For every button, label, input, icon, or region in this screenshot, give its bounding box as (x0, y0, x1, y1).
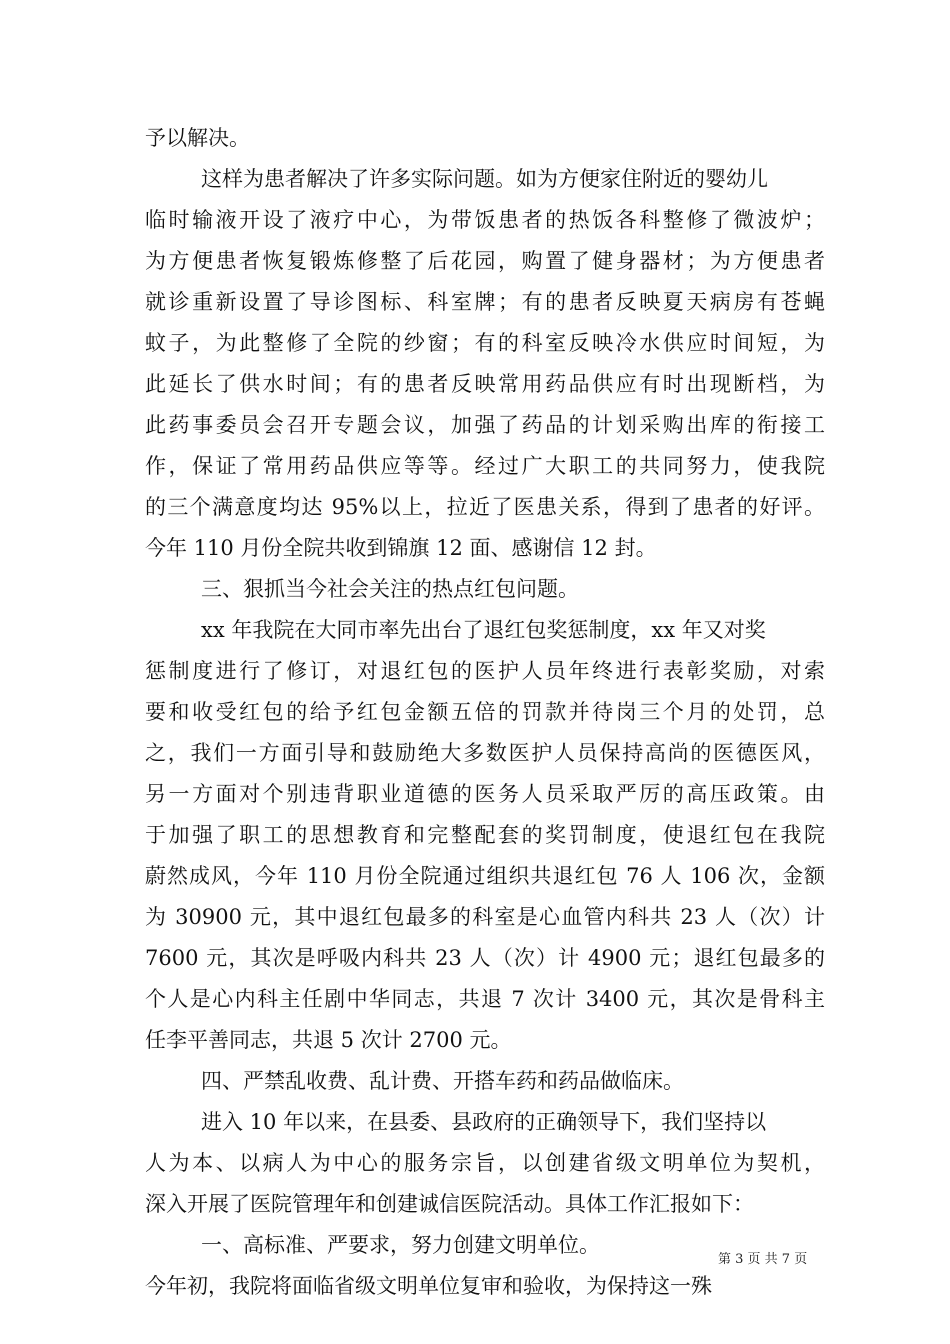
text-line: 此延长了供水时间；有的患者反映常用药品供应有时出现断档，为 (145, 372, 825, 396)
text-line: xx 年我院在大同市率先出台了退红包奖惩制度，xx 年又对奖 (201, 618, 766, 642)
text-line: 为 30900 元，其中退红包最多的科室是心血管内科共 23 人（次）计 (145, 905, 825, 929)
text-line: 要和收受红包的给予红包金额五倍的罚款并待岗三个月的处罚，总 (145, 700, 825, 724)
text-line: 的三个满意度均达 95%以上，拉近了医患关系，得到了患者的好评。 (145, 495, 825, 519)
text-line: 之，我们一方面引导和鼓励绝大多数医护人员保持高尚的医德医风， (145, 741, 825, 765)
text-line: 予以解决。 (145, 126, 250, 150)
text-line: 就诊重新设置了导诊图标、科室牌；有的患者反映夏天病房有苍蝇 (145, 290, 825, 314)
text-line: 个人是心内科主任剧中华同志，共退 7 次计 3400 元，其次是骨科主 (145, 987, 825, 1011)
text-line: 今年 110 月份全院共收到锦旗 12 面、感谢信 12 封。 (145, 536, 657, 560)
text-line: 人为本、以病人为中心的服务宗旨，以创建省级文明单位为契机， (145, 1151, 825, 1175)
text-line: 为方便患者恢复锻炼修整了后花园，购置了健身器材；为方便患者 (145, 249, 825, 273)
text-line: 此药事委员会召开专题会议，加强了药品的计划采购出库的衔接工 (145, 413, 825, 437)
text-line: 蚊子，为此整修了全院的纱窗；有的科室反映冷水供应时间短，为 (145, 331, 825, 355)
document-body (145, 118, 825, 1307)
section-heading: 一、高标准、严要求，努力创建文明单位。 (201, 1233, 600, 1257)
section-heading: 三、狠抓当今社会关注的热点红包问题。 (201, 577, 579, 601)
text-line: 蔚然成风，今年 110 月份全院通过组织共退红包 76 人 106 次，金额 (145, 864, 825, 888)
text-line: 深入开展了医院管理年和创建诚信医院活动。具体工作汇报如下： (145, 1192, 754, 1216)
text-line: 于加强了职工的思想教育和完整配套的奖罚制度，使退红包在我院 (145, 823, 825, 847)
text-line: 临时输液开设了液疗中心，为带饭患者的热饭各科整修了微波炉； (145, 208, 825, 232)
text-line: 7600 元，其次是呼吸内科共 23 人（次）计 4900 元；退红包最多的 (145, 946, 825, 970)
section-heading: 四、严禁乱收费、乱计费、开搭车药和药品做临床。 (201, 1069, 684, 1093)
text-line: 任李平善同志，共退 5 次计 2700 元。 (145, 1028, 512, 1052)
text-line: 另一方面对个别违背职业道德的医务人员采取严厉的高压政策。由 (145, 782, 825, 806)
text-line: 惩制度进行了修订，对退红包的医护人员年终进行表彰奖励，对索 (145, 659, 825, 683)
text-line: 今年初，我院将面临省级文明单位复审和验收，为保持这一殊 (145, 1274, 712, 1298)
text-line: 这样为患者解决了许多实际问题。如为方便家住附近的婴幼儿 (201, 167, 768, 191)
page-number: 第 3 页 共 7 页 (718, 1252, 808, 1267)
text-line: 作，保证了常用药品供应等等。经过广大职工的共同努力，使我院 (145, 454, 825, 478)
text-line: 进入 10 年以来，在县委、县政府的正确领导下，我们坚持以 (201, 1110, 767, 1134)
